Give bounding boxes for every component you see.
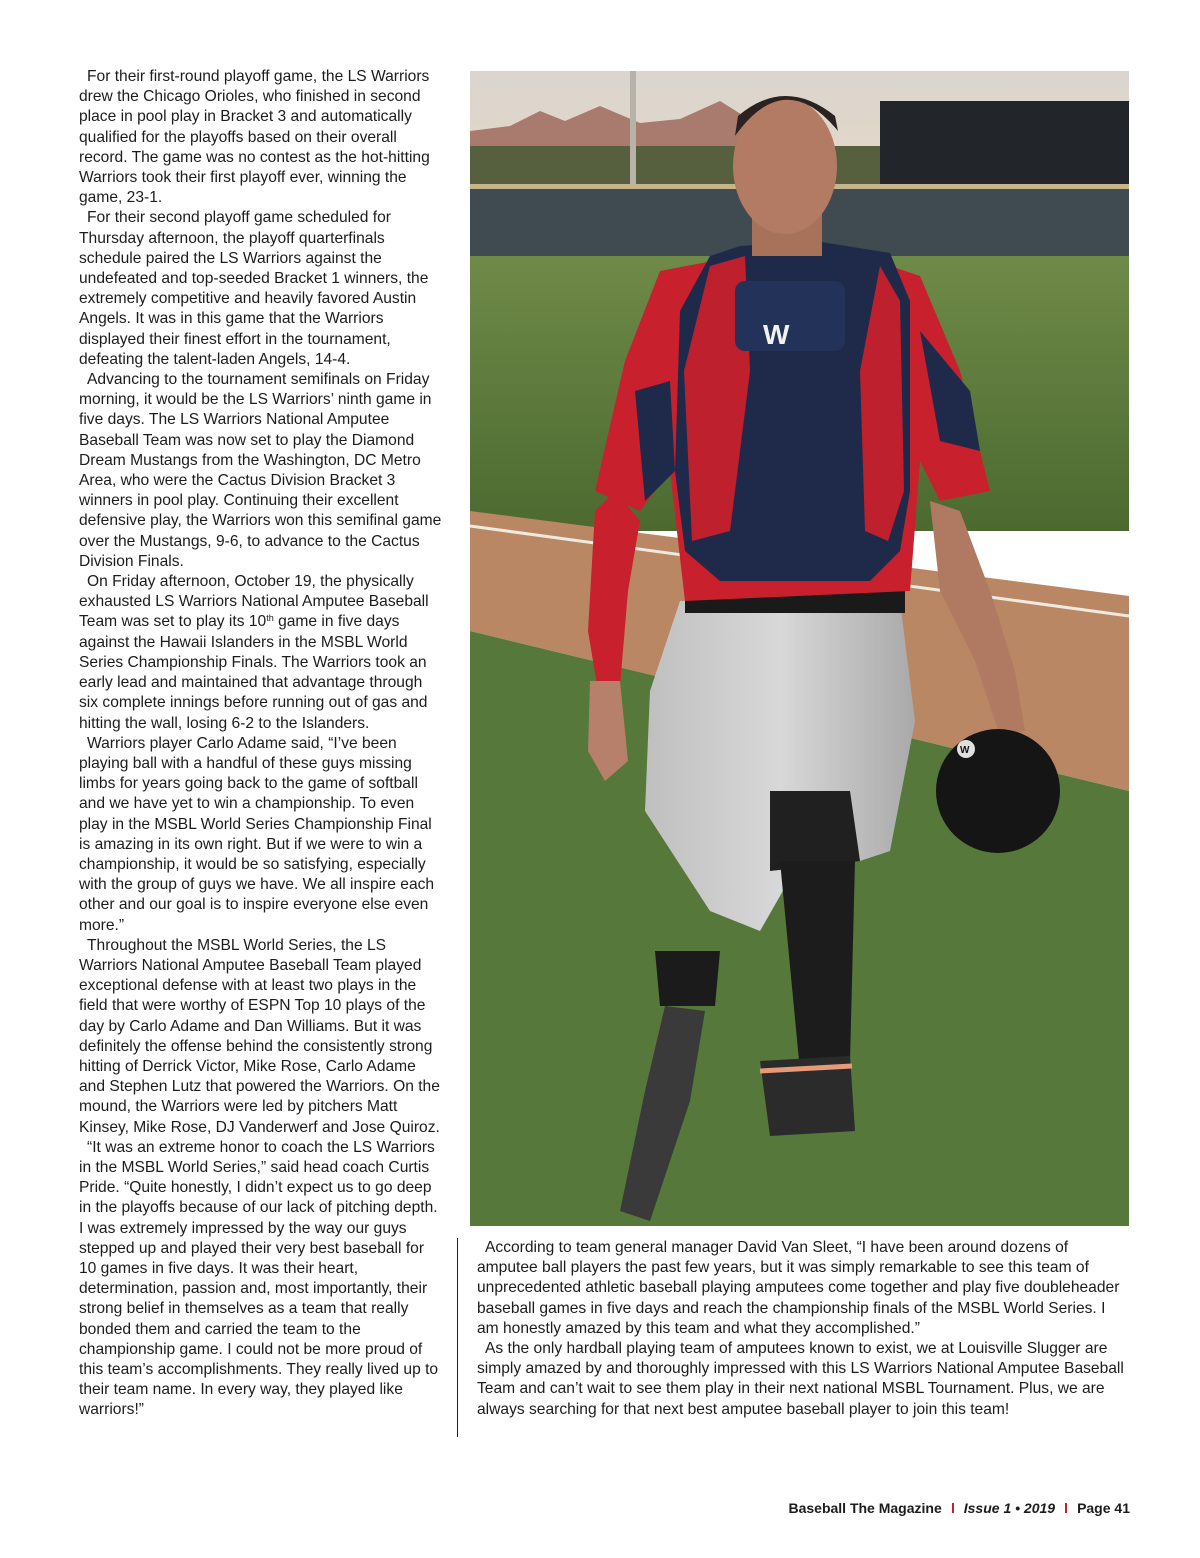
paragraph xyxy=(79,572,445,734)
paragraph-text: On Friday afternoon, October 19, the physically exhausted LS Warriors National Amputee Baseball Team was set to play its 10 xyxy=(79,573,429,631)
article-left-column xyxy=(79,67,445,1421)
paragraph: For their second playoff game scheduled for Thursday afternoon, the playoff quarterfinals schedule paired the LS Warriors against the undefeated and top-seeded Bracket 1 winners, the extremely competitive and heavily favored Austin Angels. It was in this game that the Warriors displayed their finest effort in the tournament, defeating the talent-laden Angels, 14-4. xyxy=(79,209,429,368)
glove-logo: W xyxy=(960,745,970,756)
light-pole xyxy=(630,71,636,191)
page-footer xyxy=(788,1500,1130,1516)
chest-logo: W xyxy=(763,319,790,350)
paragraph-text: game in five days against the Hawaii Islanders in the MSBL World Series Championship Finals. The Warriors took an early lead and maintained that advantage through six complete innings before running out of gas and hitting the wall, losing 6-2 to the Islanders. xyxy=(79,613,428,732)
paragraph: “It was an extreme honor to coach the LS Warriors in the MSBL World Series,” said head coach Curtis Pride. “Quite honestly, I didn’t expect us to go deep in the playoffs because of our lack of pitching depth. I was extremely impressed by the way our guys stepped up and played their very best baseball for 10 games in five days. It was their heart, determination, passion and, most importantly, their strong belief in themselves as a team that really bonded them and carried the team to the championship game. I could not be more proud of this team’s accomplishments. They really lived up to their team name. In every way, they played like warriors!” xyxy=(79,1138,439,1419)
paragraph: Throughout the MSBL World Series, the LS Warriors National Amputee Baseball Team played exceptional defense with at least two plays in the field that were worthy of ESPN Top 10 plays of the day by Carlo Adame and Dan Williams. But it was definitely the offense behind the consistently strong hitting of Derrick Victor, Mike Rose, Carlo Adame and Stephen Lutz that powered the Warriors. On the mound, the Warriors were led by pitchers Matt Kinsey, Mike Rose, DJ Vanderwerf and Jose Quiroz. xyxy=(79,936,440,1136)
ordinal-superscript: th xyxy=(266,613,274,624)
catchers-mitt xyxy=(936,729,1060,853)
paragraph: As the only hardball playing team of amputees known to exist, we at Louisville Slugger are simply amazed by and thoroughly impressed with this LS Warriors National Amputee Baseball Team and can’t wait to see them play in their next national MSBL Tournament. Plus, we are always searching for that next best amputee baseball player to join this team! xyxy=(477,1340,1124,1418)
paragraph: Warriors player Carlo Adame said, “I’ve been playing ball with a handful of these guys missing limbs for years going back to the game of softball and we have yet to win a championship. To even play in the MSBL World Series Championship Final is amazing in its own right. But if we were to win a championship, it would be so satisfying, especially with the group of guys we have. We all inspire each other and our goal is to inspire everyone else even more.” xyxy=(79,734,435,934)
paragraph: Advancing to the tournament semifinals on Friday morning, it would be the LS Warriors’ ninth game in five days. The LS Warriors National Amputee Baseball Team was now set to play the Diamond Dream Mustangs from the Washington, DC Metro Area, who were the Cactus Division Bracket 3 winners in pool play. Continuing their excellent defensive play, the Warriors won this semifinal game over the Mustangs, 9-6, to advance to the Cactus Division Finals. xyxy=(79,371,442,570)
footer-separator xyxy=(1065,1503,1067,1513)
catcher-photo xyxy=(470,71,1129,1226)
page-number: Page 41 xyxy=(1077,1500,1130,1516)
magazine-name: Baseball The Magazine xyxy=(788,1500,942,1516)
column-divider xyxy=(457,1238,458,1437)
paragraph: According to team general manager David Van Sleet, “I have been around dozens of amputee ball players the past few years, but it was simply remarkable to see this team of unprecedented athletic baseball playing amputees come together and play five doubleheader baseball games in five days and reach the championship finals of the MSBL World Series. I am honestly amazed by this team and what they accomplished.” xyxy=(477,1239,1120,1337)
issue-info: Issue 1 • 2019 xyxy=(963,1500,1056,1516)
paragraph: For their first-round playoff game, the LS Warriors drew the Chicago Orioles, who finished in second place in pool play in Bracket 3 and automatically qualified for the playoffs based on their overall record. The game was no contest as the hot-hitting Warriors took their first playoff ever, winning the game, 23-1. xyxy=(79,68,430,207)
right-knee-guard xyxy=(770,791,860,871)
left-leg-sleeve xyxy=(655,951,720,1006)
footer-separator xyxy=(952,1503,954,1513)
article-right-column xyxy=(477,1238,1130,1420)
